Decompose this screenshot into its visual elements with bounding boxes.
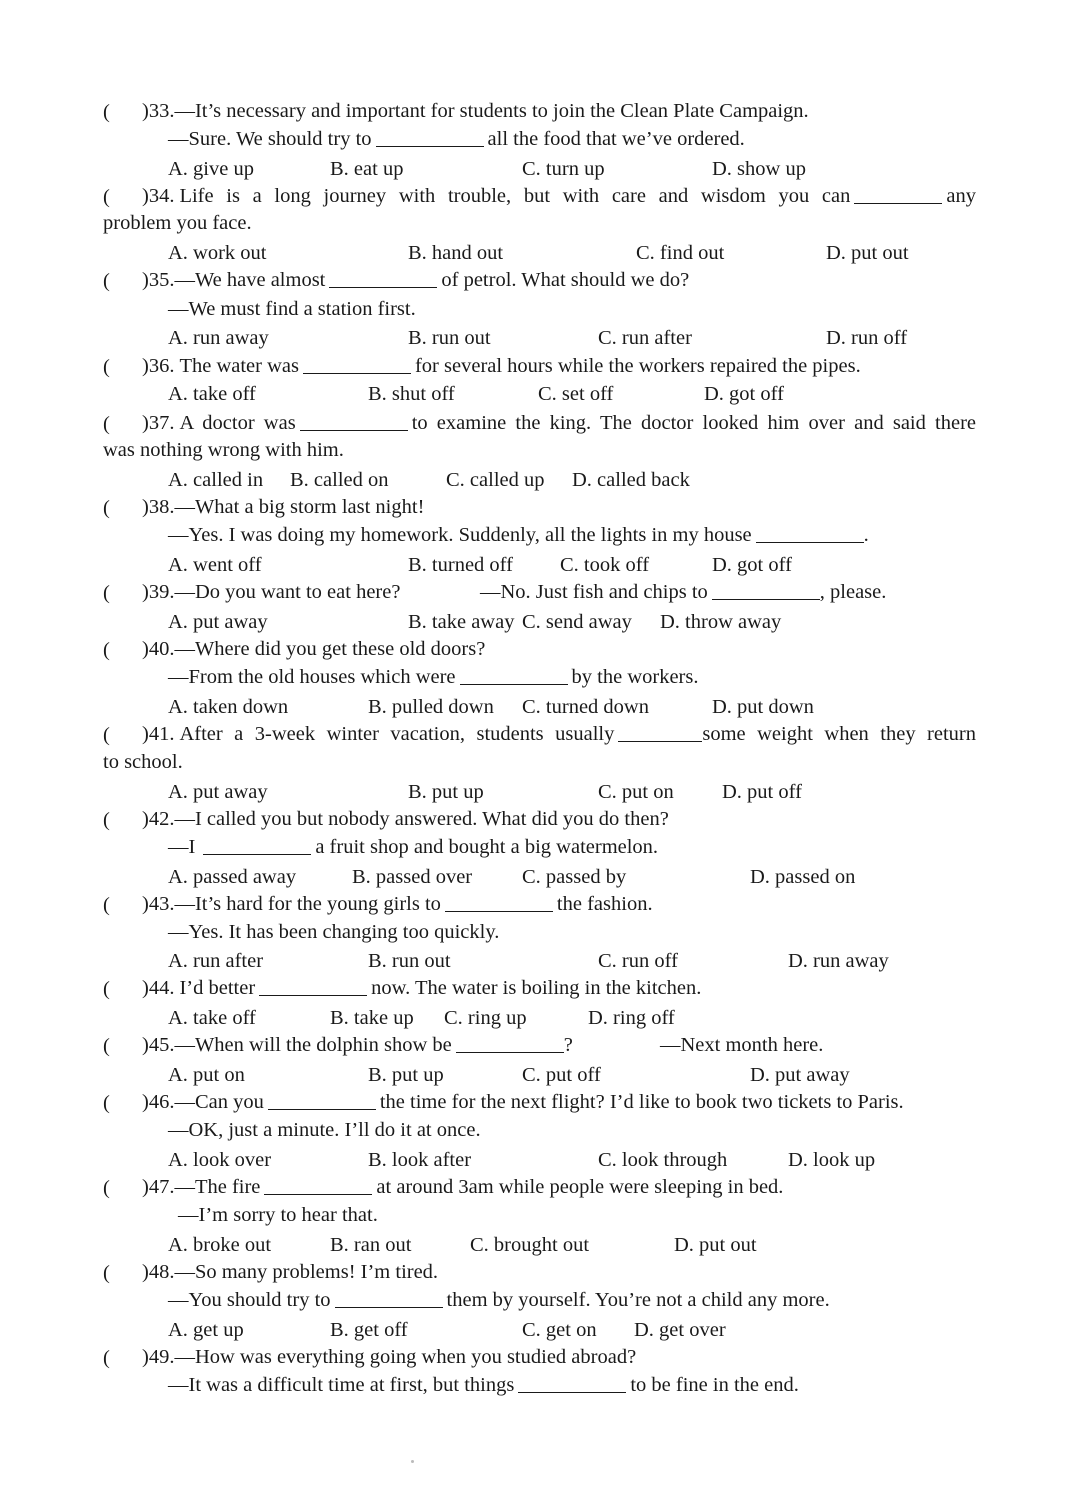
question-42-line2 bbox=[168, 837, 658, 858]
answer-bracket-close: ) bbox=[142, 808, 149, 830]
option-d[interactable]: D. show up bbox=[712, 158, 806, 180]
stem-text: —The fire bbox=[174, 1176, 261, 1198]
option-c[interactable]: C. called up bbox=[446, 469, 545, 491]
question-number: 37 bbox=[148, 412, 170, 434]
option-c[interactable]: C. brought out bbox=[470, 1234, 590, 1256]
answer-bracket-close: ) bbox=[142, 1346, 149, 1368]
stem-text-after: any bbox=[946, 185, 976, 207]
stem-text-after: for several hours while the workers repaired the pipes. bbox=[414, 355, 861, 377]
stem-text-after: , please. bbox=[819, 581, 887, 603]
answer-blank[interactable] bbox=[264, 1193, 372, 1195]
stem-text: —When will the dolphin show be bbox=[174, 1034, 452, 1056]
stem-text: —Do you want to eat here? bbox=[174, 581, 401, 603]
option-c[interactable]: C. look through bbox=[598, 1149, 728, 1171]
stem-text-after: some weight when they return bbox=[702, 723, 976, 745]
answer-bracket-open[interactable]: ( bbox=[103, 639, 110, 661]
dialogue-text: —Yes. It has been changing too quickly. bbox=[168, 921, 500, 943]
option-b[interactable]: B. shut off bbox=[368, 383, 455, 405]
answer-blank[interactable] bbox=[203, 853, 311, 855]
stem-text-after: to examine the king. The doctor looked him over and said there bbox=[411, 412, 976, 434]
option-c[interactable]: C. turned down bbox=[522, 696, 649, 718]
question-37-continuation bbox=[103, 440, 344, 461]
question-39-reply bbox=[480, 582, 886, 603]
stem-text-after: now. The water is boiling in the kitchen. bbox=[371, 977, 702, 999]
option-a[interactable]: A. taken down bbox=[168, 696, 289, 718]
answer-bracket-open[interactable]: ( bbox=[103, 894, 110, 916]
stem-text-after: at around 3am while people were sleeping in bed. bbox=[376, 1176, 784, 1198]
answer-blank[interactable] bbox=[300, 429, 408, 431]
answer-bracket-open[interactable]: ( bbox=[103, 186, 110, 208]
option-b[interactable]: B. run out bbox=[368, 950, 451, 972]
option-d[interactable]: D. put down bbox=[712, 696, 814, 718]
answer-blank[interactable] bbox=[335, 1306, 443, 1308]
option-d[interactable]: D. put out bbox=[826, 242, 909, 264]
option-c[interactable]: C. ring up bbox=[444, 1007, 527, 1029]
option-c[interactable]: C. put off bbox=[522, 1064, 601, 1086]
answer-bracket-open[interactable]: ( bbox=[103, 1177, 110, 1199]
question-number: 48 bbox=[148, 1261, 170, 1283]
option-d[interactable]: D. got off bbox=[712, 554, 792, 576]
dialogue-text: —Yes. I was doing my homework. Suddenly, all the lights in my house bbox=[168, 524, 752, 546]
question-number: 43 bbox=[148, 893, 170, 915]
stem-text: —It’s necessary and important for students to join the Clean Plate Campaign. bbox=[174, 100, 809, 122]
option-c[interactable]: C. turn up bbox=[522, 158, 605, 180]
option-d[interactable]: D. ring off bbox=[588, 1007, 675, 1029]
option-a[interactable]: A. put away bbox=[168, 781, 268, 803]
answer-bracket-close: ) bbox=[142, 977, 149, 999]
option-b[interactable]: B. put up bbox=[368, 1064, 444, 1086]
question-number: 36 bbox=[148, 355, 170, 377]
question-43-stem: )43.—It’s hard for the young girls to the fashion. bbox=[142, 893, 653, 915]
option-a[interactable]: A. look over bbox=[168, 1149, 272, 1171]
answer-bracket-open[interactable]: ( bbox=[103, 1092, 110, 1114]
answer-bracket-close: ) bbox=[142, 496, 149, 518]
question-42-stem: )42.—I called you but nobody answered. What did you do then? bbox=[142, 808, 669, 830]
option-c[interactable]: C. run after bbox=[598, 327, 692, 349]
answer-bracket-open[interactable]: ( bbox=[103, 101, 110, 123]
stem-continuation: problem you face. bbox=[103, 212, 252, 234]
question-number: 35 bbox=[148, 269, 170, 291]
option-d[interactable]: D. run away bbox=[788, 950, 889, 972]
answer-blank[interactable] bbox=[303, 372, 411, 374]
stem-text-after: ? bbox=[563, 1034, 573, 1056]
answer-bracket-close: ) bbox=[142, 412, 149, 434]
answer-blank[interactable] bbox=[854, 202, 942, 204]
stem-text: —So many problems! I’m tired. bbox=[174, 1261, 439, 1283]
dialogue-text-after: by the workers. bbox=[571, 666, 699, 688]
option-d[interactable]: D. passed on bbox=[750, 866, 856, 888]
option-a[interactable]: A. put away bbox=[168, 611, 268, 633]
option-b[interactable]: B. look after bbox=[368, 1149, 472, 1171]
stem-text: —I called you but nobody answered. What did you do then? bbox=[174, 808, 669, 830]
answer-bracket-open[interactable]: ( bbox=[103, 978, 110, 1000]
option-b[interactable]: B. get off bbox=[330, 1319, 408, 1341]
dialogue-text: —It was a difficult time at first, but things bbox=[168, 1374, 515, 1396]
option-b[interactable]: B. run out bbox=[408, 327, 491, 349]
answer-bracket-open[interactable]: ( bbox=[103, 1347, 110, 1369]
stem-text-after: the time for the next flight? I’d like to book two tickets to Paris. bbox=[379, 1091, 904, 1113]
answer-bracket-open[interactable]: ( bbox=[103, 1262, 110, 1284]
answer-bracket-open[interactable]: ( bbox=[103, 1035, 110, 1057]
option-d[interactable]: D. get over bbox=[634, 1319, 726, 1341]
option-c[interactable]: C. send away bbox=[522, 611, 632, 633]
question-41-stem: )41. After a 3-week winter vacation, students usually some weight when they return bbox=[142, 723, 976, 745]
option-a[interactable]: A. run away bbox=[168, 327, 269, 349]
option-c[interactable]: C. put on bbox=[598, 781, 674, 803]
question-38-line2 bbox=[168, 525, 869, 546]
question-number: 38 bbox=[148, 496, 170, 518]
answer-bracket-close: ) bbox=[142, 100, 149, 122]
option-c[interactable]: C. took off bbox=[560, 554, 650, 576]
option-a[interactable]: A. put on bbox=[168, 1064, 245, 1086]
dialogue-text-after: all the food that we’ve ordered. bbox=[487, 128, 745, 150]
stem-text: A doctor was bbox=[179, 412, 296, 434]
dialogue-text-after: to be fine in the end. bbox=[630, 1374, 799, 1396]
question-33-line2 bbox=[168, 129, 745, 150]
question-number: 45 bbox=[148, 1034, 170, 1056]
dialogue-text-after: them by yourself. You’re not a child any more. bbox=[446, 1289, 830, 1311]
option-d[interactable]: D. put off bbox=[722, 781, 802, 803]
stem-text: I’d better bbox=[179, 977, 256, 999]
option-b[interactable]: B. put up bbox=[408, 781, 484, 803]
answer-blank[interactable] bbox=[460, 683, 568, 685]
question-44-stem: )44. I’d better now. The water is boiling in the kitchen. bbox=[142, 977, 702, 999]
option-d[interactable]: D. throw away bbox=[660, 611, 782, 633]
question-45-reply bbox=[660, 1035, 823, 1056]
stem-continuation: to school. bbox=[103, 751, 183, 773]
question-39-stem: )39.—Do you want to eat here? bbox=[142, 581, 401, 603]
option-d[interactable]: D. put away bbox=[750, 1064, 850, 1086]
stem-text: After a 3-week winter vacation, students usually bbox=[179, 723, 615, 745]
option-a[interactable]: A. run after bbox=[168, 950, 264, 972]
answer-bracket-close: ) bbox=[142, 355, 149, 377]
option-d[interactable]: D. got off bbox=[704, 383, 784, 405]
option-c[interactable]: C. get on bbox=[522, 1319, 597, 1341]
dialogue-text: —Sure. We should try to bbox=[168, 128, 372, 150]
option-b[interactable]: B. pulled down bbox=[368, 696, 494, 718]
question-number: 41 bbox=[148, 723, 170, 745]
option-a[interactable]: A. went off bbox=[168, 554, 262, 576]
question-number: 49 bbox=[148, 1346, 170, 1368]
option-d[interactable]: D. run off bbox=[826, 327, 908, 349]
dialogue-text: —From the old houses which were bbox=[168, 666, 456, 688]
answer-bracket-close: ) bbox=[142, 269, 149, 291]
answer-blank[interactable] bbox=[518, 1391, 626, 1393]
stem-text: Life is a long journey with trouble, but with care and wisdom you can bbox=[179, 185, 851, 207]
option-b[interactable]: B. passed over bbox=[352, 866, 473, 888]
dialogue-text: —We must find a station first. bbox=[168, 298, 416, 320]
reply-text: —No. Just fish and chips to bbox=[480, 581, 708, 603]
stem-text-after: the fashion. bbox=[556, 893, 653, 915]
question-43-line2 bbox=[168, 922, 499, 943]
answer-bracket-open[interactable]: ( bbox=[103, 724, 110, 746]
option-b[interactable]: B. eat up bbox=[330, 158, 404, 180]
question-48-line2 bbox=[168, 1290, 830, 1311]
option-c[interactable]: C. run off bbox=[598, 950, 678, 972]
option-b[interactable]: B. turned off bbox=[408, 554, 513, 576]
question-40-line2 bbox=[168, 667, 699, 688]
stem-text: —Can you bbox=[174, 1091, 264, 1113]
question-number: 33 bbox=[148, 100, 170, 122]
option-a[interactable]: A. take off bbox=[168, 1007, 256, 1029]
question-33-stem: )33.—It’s necessary and important for students to join the Clean Plate Campaign. bbox=[142, 100, 809, 122]
answer-blank[interactable] bbox=[268, 1108, 376, 1110]
question-number: 46 bbox=[148, 1091, 170, 1113]
answer-bracket-open[interactable]: ( bbox=[103, 356, 110, 378]
question-37-stem: )37. A doctor was to examine the king. The doctor looked him over and said there bbox=[142, 412, 976, 434]
option-a[interactable]: A. passed away bbox=[168, 866, 297, 888]
stem-text: The water was bbox=[179, 355, 299, 377]
stem-text: —We have almost bbox=[174, 269, 326, 291]
option-a[interactable]: A. called in bbox=[168, 469, 264, 491]
answer-blank[interactable] bbox=[445, 910, 553, 912]
answer-bracket-close: ) bbox=[142, 723, 149, 745]
answer-bracket-close: ) bbox=[142, 1261, 149, 1283]
option-c[interactable]: C. passed by bbox=[522, 866, 627, 888]
question-49-stem: )49.—How was everything going when you studied abroad? bbox=[142, 1346, 637, 1368]
question-34-stem: )34. Life is a long journey with trouble, but with care and wisdom you can any bbox=[142, 185, 976, 207]
dialogue-text: —I’m sorry to hear that. bbox=[178, 1204, 378, 1226]
question-number: 44 bbox=[148, 977, 170, 999]
option-b[interactable]: B. hand out bbox=[408, 242, 504, 264]
question-45-stem: )45.—When will the dolphin show be ? bbox=[142, 1034, 573, 1056]
option-b[interactable]: B. called on bbox=[290, 469, 389, 491]
answer-blank[interactable] bbox=[259, 994, 367, 996]
question-34-continuation bbox=[103, 213, 252, 234]
stem-text-after: of petrol. What should we do? bbox=[441, 269, 690, 291]
answer-blank[interactable] bbox=[756, 541, 864, 543]
question-number: 34 bbox=[148, 185, 170, 207]
question-40-stem: )40.—Where did you get these old doors? bbox=[142, 638, 486, 660]
option-d[interactable]: D. look up bbox=[788, 1149, 876, 1171]
answer-bracket-close: ) bbox=[142, 1034, 149, 1056]
answer-bracket-open[interactable]: ( bbox=[103, 413, 110, 435]
dialogue-text: —You should try to bbox=[168, 1289, 331, 1311]
reply-text: —Next month here. bbox=[660, 1034, 824, 1056]
option-a[interactable]: A. broke out bbox=[168, 1234, 272, 1256]
question-46-line2 bbox=[168, 1120, 481, 1141]
question-36-stem: )36. The water was for several hours while the workers repaired the pipes. bbox=[142, 355, 861, 377]
option-c[interactable]: C. set off bbox=[538, 383, 614, 405]
dialogue-text: —OK, just a minute. I’ll do it at once. bbox=[168, 1119, 481, 1141]
stem-continuation: was nothing wrong with him. bbox=[103, 439, 344, 461]
question-number: 42 bbox=[148, 808, 170, 830]
answer-blank[interactable] bbox=[456, 1051, 564, 1053]
option-b[interactable]: B. take away bbox=[408, 611, 515, 633]
answer-bracket-close: ) bbox=[142, 581, 149, 603]
question-41-continuation bbox=[103, 752, 183, 773]
answer-blank[interactable] bbox=[329, 286, 437, 288]
question-47-line2 bbox=[178, 1205, 378, 1226]
option-c[interactable]: C. find out bbox=[636, 242, 725, 264]
question-38-stem: )38.—What a big storm last night! bbox=[142, 496, 425, 518]
dialogue-text-after: a fruit shop and bought a big watermelon. bbox=[315, 836, 659, 858]
option-b[interactable]: B. take up bbox=[330, 1007, 414, 1029]
question-48-stem: )48.—So many problems! I’m tired. bbox=[142, 1261, 439, 1283]
question-35-line2 bbox=[168, 299, 416, 320]
answer-bracket-open[interactable]: ( bbox=[103, 270, 110, 292]
option-d[interactable]: D. called back bbox=[572, 469, 690, 491]
option-a[interactable]: A. work out bbox=[168, 242, 267, 264]
answer-bracket-close: ) bbox=[142, 1091, 149, 1113]
answer-bracket-close: ) bbox=[142, 638, 149, 660]
question-number: 40 bbox=[148, 638, 170, 660]
answer-bracket-close: ) bbox=[142, 893, 149, 915]
answer-bracket-close: ) bbox=[142, 185, 149, 207]
answer-bracket-open[interactable]: ( bbox=[103, 809, 110, 831]
stem-text: —How was everything going when you studied abroad? bbox=[174, 1346, 637, 1368]
dialogue-text: —I bbox=[168, 836, 196, 858]
stem-text: —It’s hard for the young girls to bbox=[174, 893, 441, 915]
dialogue-text-after: . bbox=[863, 524, 869, 546]
option-a[interactable]: A. get up bbox=[168, 1319, 244, 1341]
stem-text: —What a big storm last night! bbox=[174, 496, 425, 518]
option-d[interactable]: D. put out bbox=[674, 1234, 757, 1256]
answer-blank[interactable] bbox=[618, 740, 702, 742]
scan-speck bbox=[411, 1460, 414, 1463]
answer-blank[interactable] bbox=[712, 598, 820, 600]
option-a[interactable]: A. take off bbox=[168, 383, 256, 405]
question-47-stem: )47.—The fire at around 3am while people were sleeping in bed. bbox=[142, 1176, 784, 1198]
question-number: 47 bbox=[148, 1176, 170, 1198]
question-number: 39 bbox=[148, 581, 170, 603]
stem-text: —Where did you get these old doors? bbox=[174, 638, 486, 660]
answer-bracket-open[interactable]: ( bbox=[103, 497, 110, 519]
answer-bracket-close: ) bbox=[142, 1176, 149, 1198]
option-a[interactable]: A. give up bbox=[168, 158, 254, 180]
answer-blank[interactable] bbox=[376, 145, 484, 147]
question-49-line2 bbox=[168, 1375, 799, 1396]
answer-bracket-open[interactable]: ( bbox=[103, 582, 110, 604]
option-b[interactable]: B. ran out bbox=[330, 1234, 412, 1256]
question-35-stem: )35.—We have almost of petrol. What should we do? bbox=[142, 269, 690, 291]
question-46-stem: )46.—Can you the time for the next flight? I’d like to book two tickets to Paris. bbox=[142, 1091, 904, 1113]
